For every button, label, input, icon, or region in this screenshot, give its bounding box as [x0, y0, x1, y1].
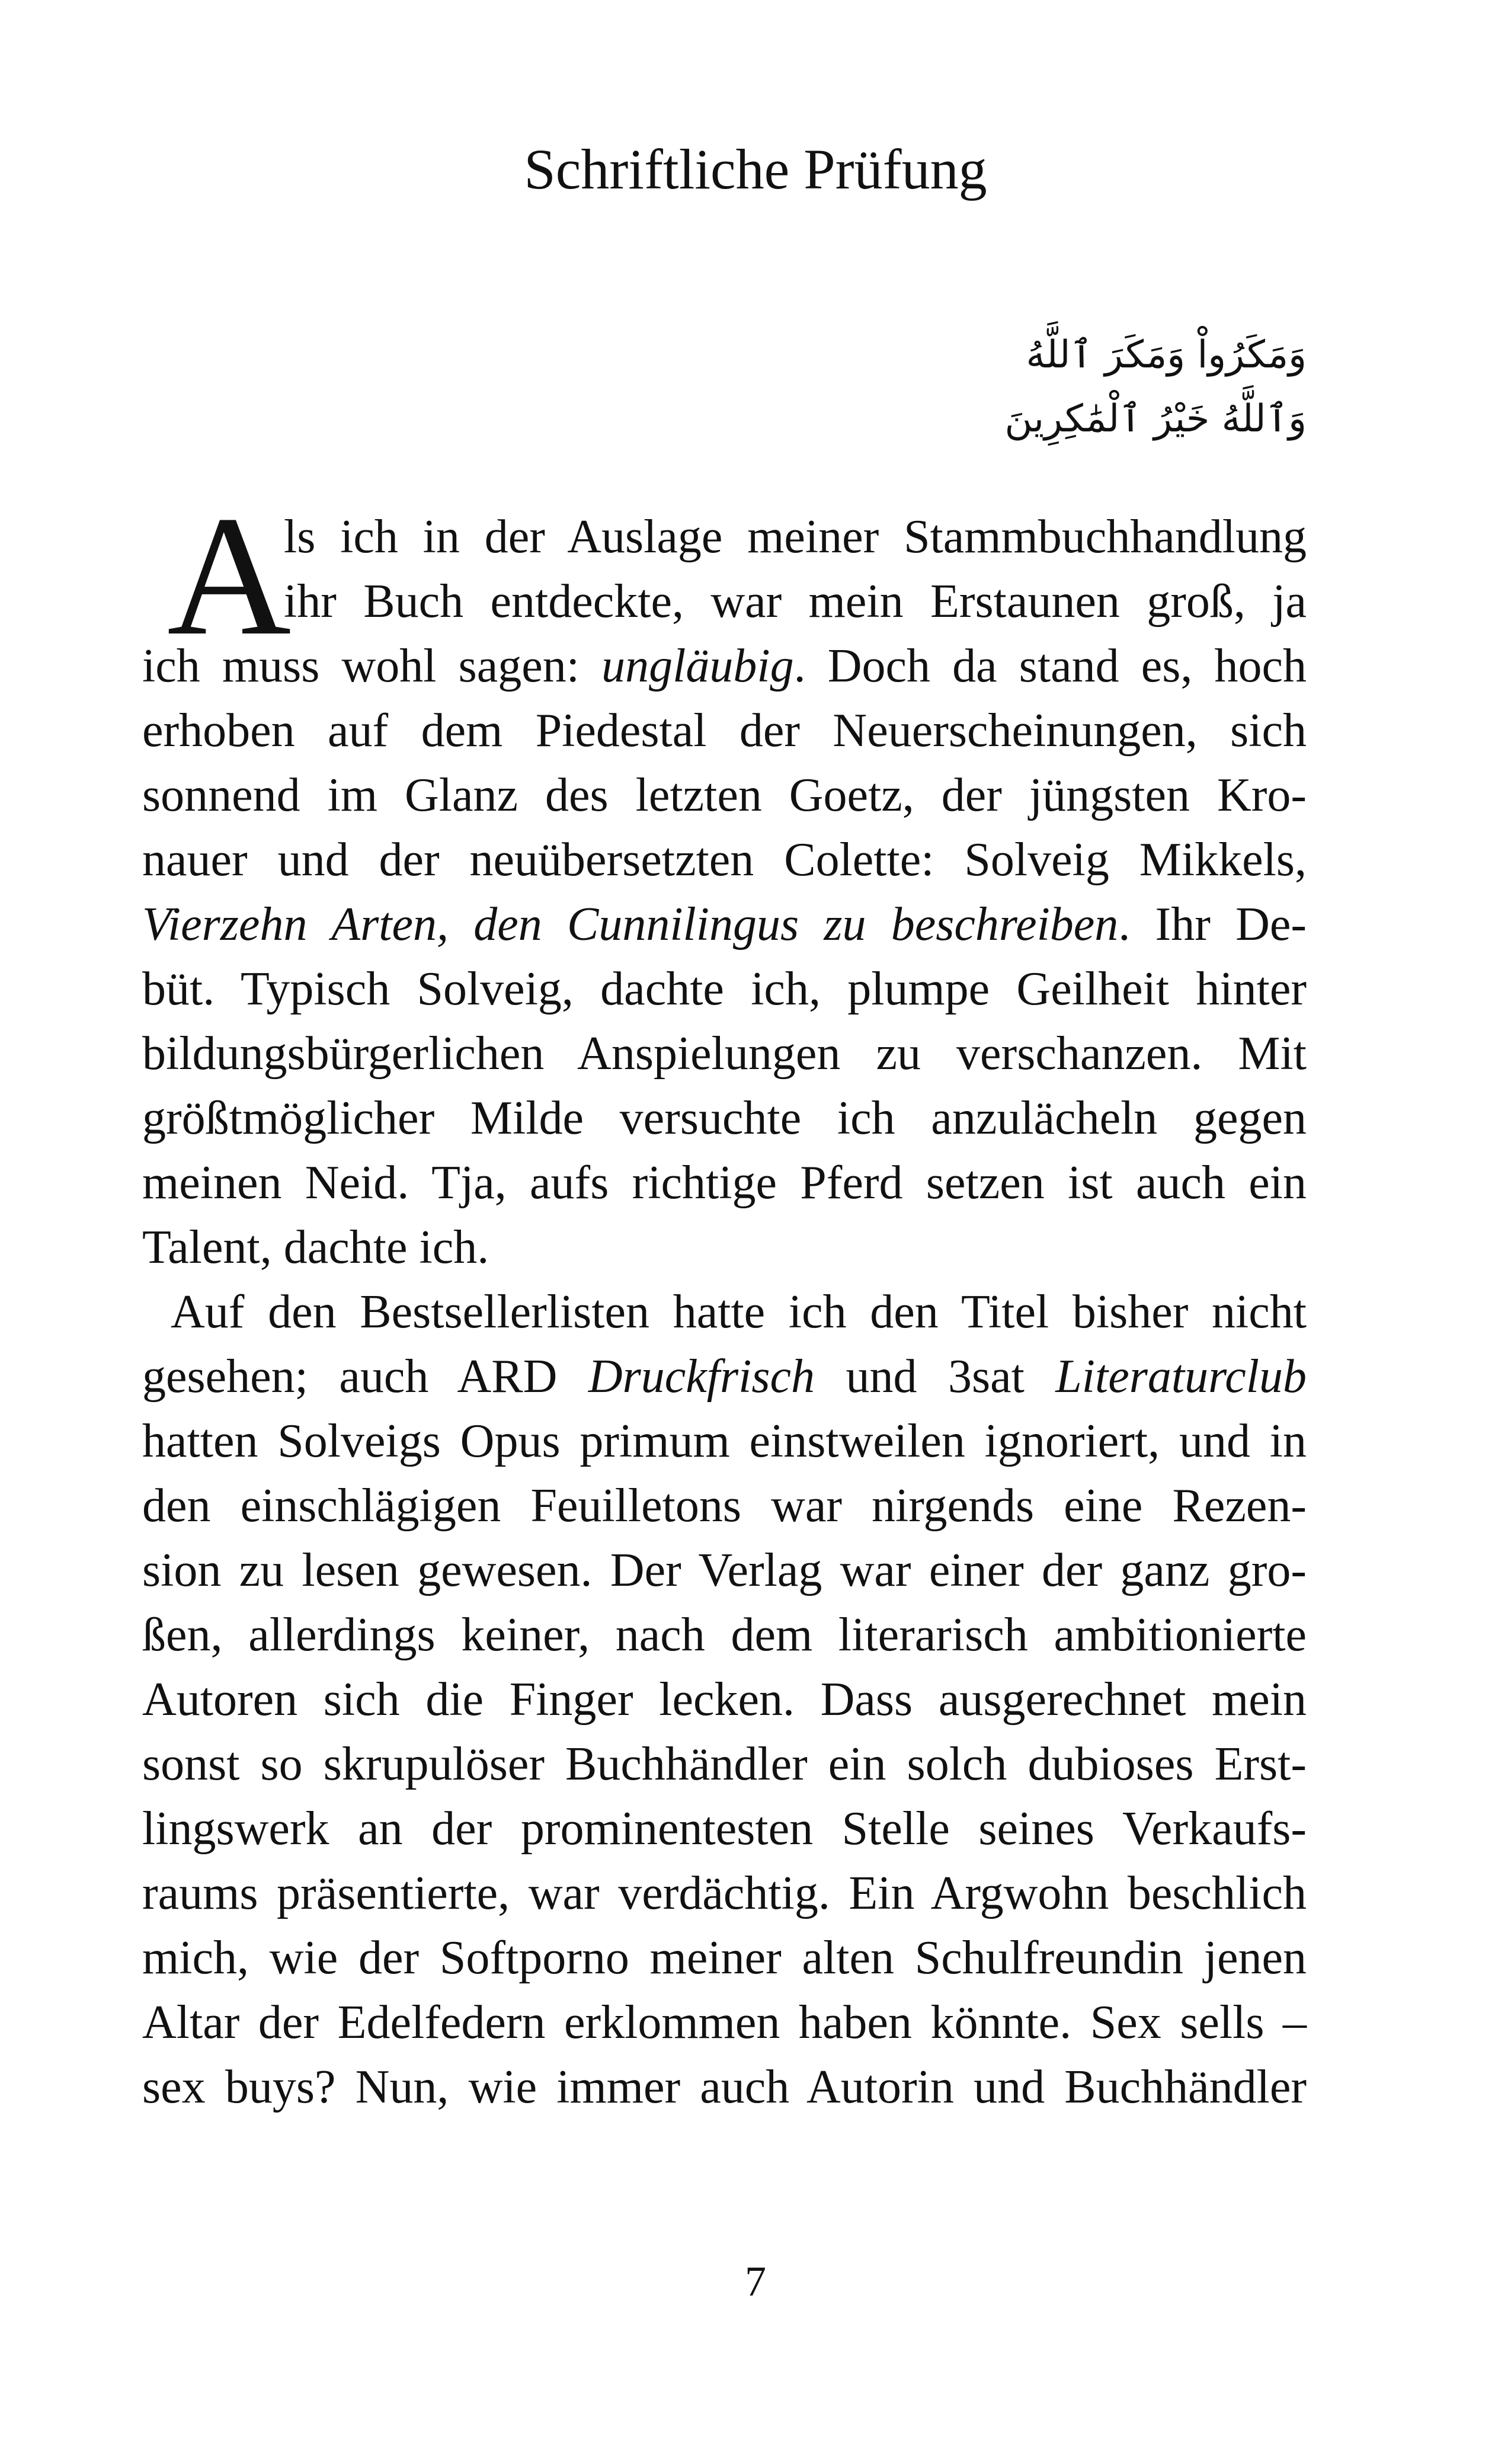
paragraph-2	[142, 1280, 1307, 2120]
italic-text: Druckfrisch	[588, 1351, 815, 1403]
text-line: nauer und der neuübersetzten Colette: Solveig Mikkels,	[142, 834, 1307, 886]
book-title-italic: Vierzehn Arten, den Cunnilingus zu beschreiben	[142, 898, 1119, 951]
text-line	[142, 892, 1307, 957]
body-text	[142, 481, 1307, 2120]
text-line: ßen, allerdings keiner, nach dem literarisch ambitionierte	[142, 1609, 1307, 1661]
arabic-epigraph	[1005, 323, 1307, 451]
text-run: gesehen; auch ARD	[142, 1351, 588, 1403]
text-run: . Ihr De-	[1118, 898, 1307, 951]
text-line: ls ich in der Auslage meiner Stammbuchhandlung	[284, 511, 1307, 563]
text-line: bildungsbürgerlichen Anspielungen zu verschanzen. Mit	[142, 1028, 1307, 1080]
epigraph-line-1: وَمَكَرُواْ وَمَكَرَ ٱللَّهُ	[1026, 333, 1307, 377]
text-line: größtmöglicher Milde versuchte ich anzulächeln gegen	[142, 1092, 1307, 1144]
epigraph-line-2: وَٱللَّهُ خَيْرُ ٱلْمَٰكِرِينَ	[1004, 397, 1307, 441]
text-line: erhoben auf dem Piedestal der Neuerscheinungen, sich	[142, 705, 1307, 757]
chapter-title: Schriftliche Prüfung	[524, 137, 987, 201]
text-line: hatten Solveigs Opus primum einstweilen ignoriert, und in	[142, 1415, 1307, 1467]
text-line: ihr Buch entdeckte, war mein Erstaunen groß, ja	[284, 575, 1307, 628]
text-line: lingswerk an der prominentesten Stelle seines Verkaufs-	[142, 1803, 1307, 1855]
text-run: und 3sat	[814, 1351, 1056, 1403]
text-line: den einschlägigen Feuilletons war nirgends eine Rezen-	[142, 1480, 1307, 1532]
text-line: sonst so skrupulöser Buchhändler ein solch dubioses Erst-	[142, 1738, 1307, 1790]
text-run: ich muss wohl sagen:	[142, 640, 602, 692]
text-line: büt. Typisch Solveig, dachte ich, plumpe Geilheit hinter	[142, 963, 1307, 1015]
text-line: Auf den Bestsellerlisten hatte ich den Titel bisher nicht	[171, 1286, 1307, 1338]
paragraph-1	[142, 481, 1307, 1280]
text-run: . Doch da stand es, hoch	[793, 640, 1307, 692]
text-line: mich, wie der Softporno meiner alten Schulfreundin jenen	[142, 1932, 1307, 1984]
page-number: 7	[745, 2258, 766, 2305]
text-line: Talent, dachte ich.	[142, 1221, 489, 1273]
italic-text: Literaturclub	[1055, 1351, 1307, 1403]
italic-text: ungläubig	[601, 640, 794, 692]
drop-cap: A	[167, 481, 292, 671]
text-line: Altar der Edelfedern erklommen haben könnte. Sex sells –	[142, 1996, 1307, 2049]
text-line: sonnend im Glanz des letzten Goetz, der jüngsten Kro-	[142, 769, 1307, 821]
text-line	[142, 1345, 1307, 1409]
text-line	[142, 634, 1307, 699]
text-line: meinen Neid. Tja, aufs richtige Pferd setzen ist auch ein	[142, 1157, 1307, 1209]
text-line: raums präsentierte, war verdächtig. Ein Argwohn beschlich	[142, 1867, 1307, 1919]
text-line: sion zu lesen gewesen. Der Verlag war einer der ganz gro-	[142, 1544, 1307, 1596]
text-line: Autoren sich die Finger lecken. Dass ausgerechnet mein	[142, 1673, 1307, 1726]
text-line: sex buys? Nun, wie immer auch Autorin und Buchhändler	[142, 2061, 1307, 2113]
